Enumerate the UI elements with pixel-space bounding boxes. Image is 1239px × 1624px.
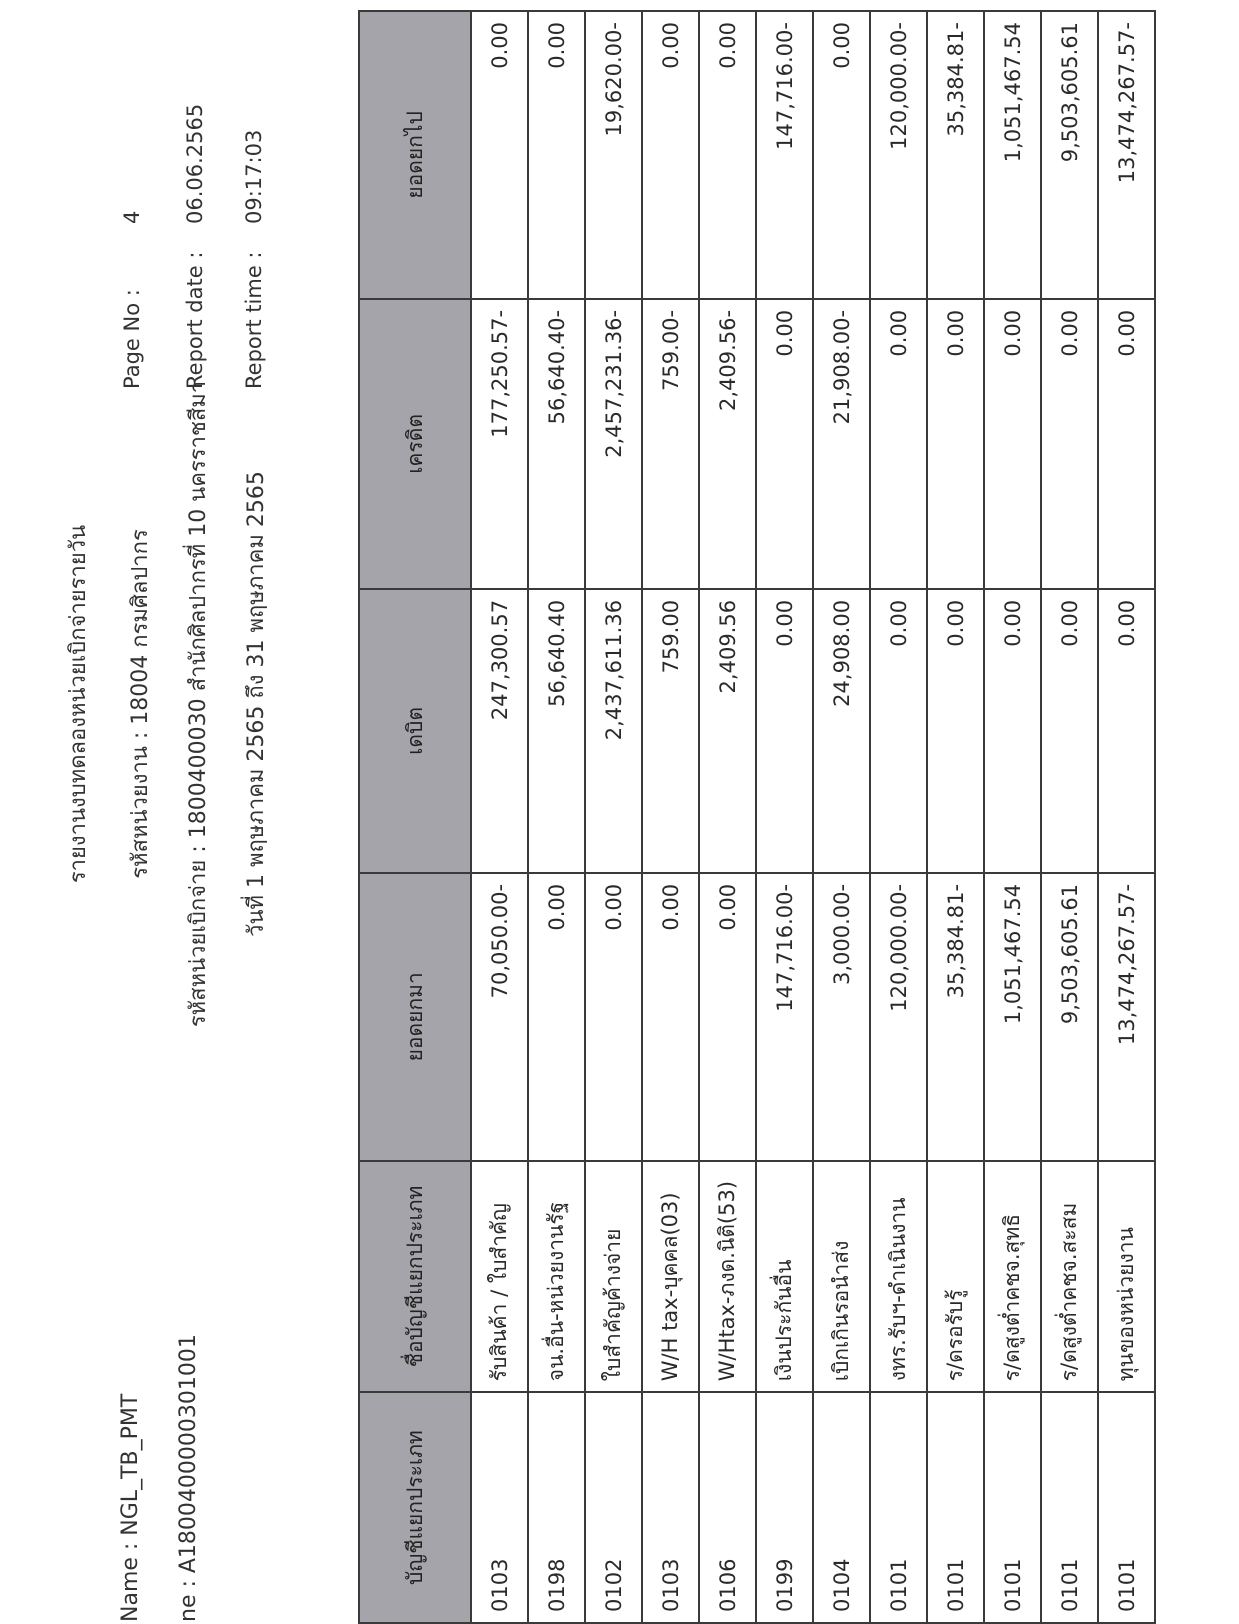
report-time-label: Report time : [242,251,266,389]
cell-debit: 759.00 [642,589,699,873]
cell-credit: 2,457,231.36- [585,299,642,589]
cell-code: 0101 [984,1392,1041,1623]
cell-credit: 0.00 [756,299,813,589]
cell-name: ร/ดสูงต่ำคชจ.สุทธิ [984,1161,1041,1393]
cell-credit: 0.00 [984,299,1041,589]
cell-name: เบิกเกินรอนำส่ง [813,1161,870,1393]
cell-debit: 247,300.57 [471,589,528,873]
trial-balance-table [358,10,1156,1624]
table-row [927,11,984,1623]
table-header-row [359,11,471,1623]
account-line: ne : A1800400000301001 [176,1334,201,1622]
date-range: วันที่ 1 พฤษภาคม 2565 ถึง 31 พฤษภาคม 2565 [244,471,269,937]
table-row [471,11,528,1623]
cell-name: งทร.รับฯ-ดำเนินงาน [870,1161,927,1393]
cell-name: รับสินค้า / ใบสำคัญ [471,1161,528,1393]
cell-debit: 0.00 [756,589,813,873]
cell-brought-forward: 0.00 [585,873,642,1161]
cell-debit: 24,908.00 [813,589,870,873]
cell-brought-forward: 13,474,267.57- [1098,873,1155,1161]
cell-credit: 21,908.00- [813,299,870,589]
cell-carried-forward: 35,384.81- [927,11,984,299]
cell-brought-forward: 0.00 [699,873,756,1161]
department-line: รหัสหน่วยงาน : 18004 กรมศิลปากร [128,529,153,879]
cell-carried-forward: 0.00 [642,11,699,299]
col-header-carried-forward: ยอดยกไป [359,11,471,299]
cell-brought-forward: 70,050.00- [471,873,528,1161]
table-row [699,11,756,1623]
cell-credit: 0.00 [870,299,927,589]
table-row [813,11,870,1623]
col-header-brought-forward: ยอดยกมา [359,873,471,1161]
col-header-credit: เครดิต [359,299,471,589]
cell-brought-forward: 0.00 [642,873,699,1161]
table-row [1041,11,1098,1623]
col-header-gl-name: ชื่อบัญชีแยกประเภท [359,1161,471,1393]
table-row [528,11,585,1623]
cell-name: ใบสำคัญค้างจ่าย [585,1161,642,1393]
report-date: 06.06.2565 [183,103,207,224]
cell-name: ร/ดสูงต่ำคชจ.สะสม [1041,1161,1098,1393]
cell-brought-forward: 3,000.00- [813,873,870,1161]
report-time: 09:17:03 [242,129,266,224]
cell-name: จน.อื่น-หน่วยงานรัฐ [528,1161,585,1393]
cell-carried-forward: 0.00 [471,11,528,299]
cell-name: ร/ดรอรับรู้ [927,1161,984,1393]
cell-code: 0104 [813,1392,870,1623]
cell-credit: 759.00- [642,299,699,589]
cell-debit: 0.00 [1098,589,1155,873]
cell-credit: 56,640.40- [528,299,585,589]
cell-debit: 0.00 [870,589,927,873]
table-row [870,11,927,1623]
cell-code: 0101 [1098,1392,1155,1623]
disbursement-unit-line: รหัสหน่วยเบิกจ่าย : 1800400030 สำนักศิลปากรที่ 10 นครราชสีมา [186,380,211,1028]
cell-brought-forward: 147,716.00- [756,873,813,1161]
cell-code: 0103 [471,1392,528,1623]
cell-brought-forward: 120,000.00- [870,873,927,1161]
cell-carried-forward: 0.00 [528,11,585,299]
cell-code: 0198 [528,1392,585,1623]
page-no: 4 [120,210,144,224]
cell-name: ทุนของหน่วยงาน [1098,1161,1155,1393]
cell-credit: 0.00 [1098,299,1155,589]
cell-carried-forward: 0.00 [699,11,756,299]
cell-carried-forward: 19,620.00- [585,11,642,299]
cell-code: 0102 [585,1392,642,1623]
cell-name: W/Htax-ภงด.นิติ(53) [699,1161,756,1393]
cell-credit: 177,250.57- [471,299,528,589]
cell-brought-forward: 1,051,467.54 [984,873,1041,1161]
table-row [585,11,642,1623]
cell-carried-forward: 147,716.00- [756,11,813,299]
cell-code: 0101 [927,1392,984,1623]
cell-debit: 0.00 [1041,589,1098,873]
cell-carried-forward: 0.00 [813,11,870,299]
cell-carried-forward: 9,503,605.61 [1041,11,1098,299]
cell-code: 0106 [699,1392,756,1623]
cell-name: เงินประกันอื่น [756,1161,813,1393]
report-title: รายงานงบทดลองหน่วยเบิกจ่ายรายวัน [66,524,91,884]
cell-carried-forward: 1,051,467.54 [984,11,1041,299]
cell-brought-forward: 35,384.81- [927,873,984,1161]
col-header-debit: เดบิต [359,589,471,873]
cell-credit: 0.00 [927,299,984,589]
table-row [756,11,813,1623]
report-date-label: Report date : [183,251,207,389]
table-row [642,11,699,1623]
cell-brought-forward: 0.00 [528,873,585,1161]
cell-debit: 0.00 [927,589,984,873]
cell-code: 0103 [642,1392,699,1623]
cell-debit: 2,409.56 [699,589,756,873]
cell-credit: 2,409.56- [699,299,756,589]
page-no-label: Page No : [120,289,144,389]
col-header-gl-account: บัญชีแยกประเภท [359,1392,471,1623]
cell-brought-forward: 9,503,605.61 [1041,873,1098,1161]
table-row [984,11,1041,1623]
cell-code: 0199 [756,1392,813,1623]
report-name: Name : NGL_TB_PMT [118,1393,143,1622]
cell-debit: 0.00 [984,589,1041,873]
cell-credit: 0.00 [1041,299,1098,589]
cell-code: 0101 [870,1392,927,1623]
cell-name: W/H tax-บุคคล(03) [642,1161,699,1393]
cell-carried-forward: 120,000.00- [870,11,927,299]
cell-carried-forward: 13,474,267.57- [1098,11,1155,299]
cell-debit: 2,437,611.36 [585,589,642,873]
table-row [1098,11,1155,1623]
cell-debit: 56,640.40 [528,589,585,873]
cell-code: 0101 [1041,1392,1098,1623]
